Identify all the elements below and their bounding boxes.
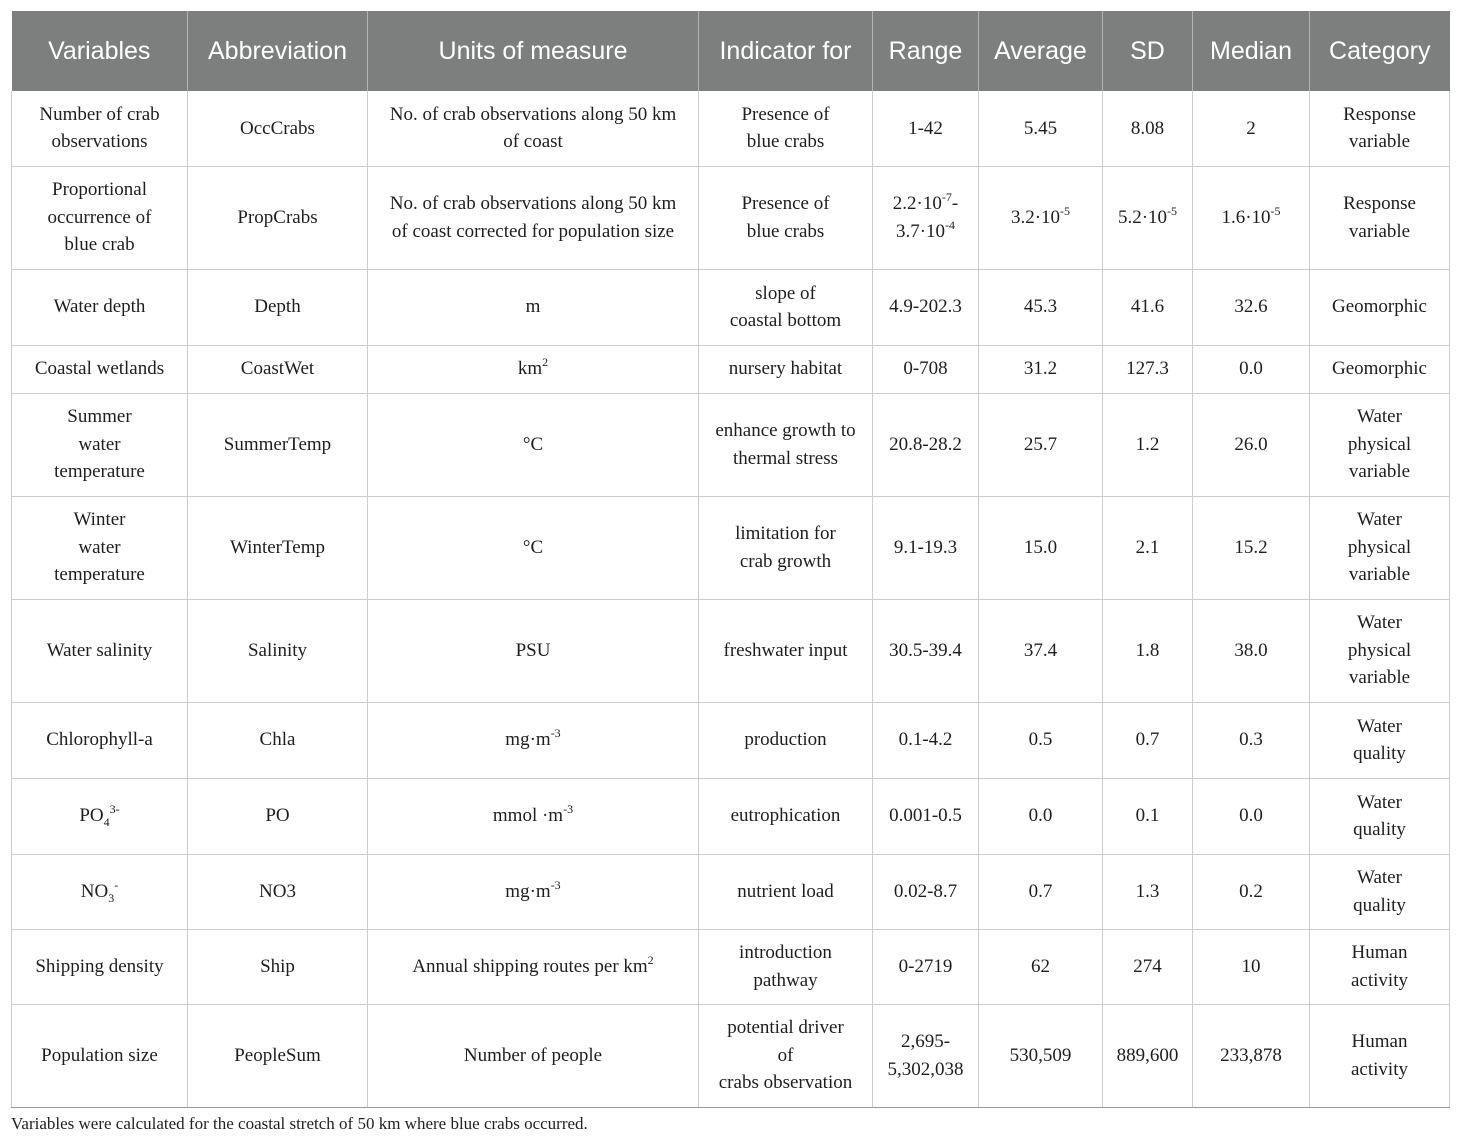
table-row	[12, 702, 1450, 778]
cell-units: No. of crab observations along 50 km of coast corrected for population size	[368, 166, 699, 269]
header-average: Average	[979, 11, 1103, 91]
cell-units: m	[368, 269, 699, 345]
cell-indicator: nursery habitat	[699, 345, 873, 393]
header-category: Category	[1310, 11, 1450, 91]
cell-average: 0.7	[979, 854, 1103, 929]
cell-variable: Coastal wetlands	[12, 345, 188, 393]
cell-range: 0.001-0.5	[873, 778, 979, 854]
cell-median: 38.0	[1193, 599, 1310, 702]
cell-median: 15.2	[1193, 496, 1310, 599]
cell-range: $2.2\cdot 10^{-7}-$ $3.7\cdot 10^{-4}$	[873, 166, 979, 269]
cell-units: $km^2$	[368, 345, 699, 393]
cell-category: Water physical variable	[1310, 496, 1450, 599]
cell-category: Water physical variable	[1310, 599, 1450, 702]
cell-abbreviation: WinterTemp	[188, 496, 368, 599]
cell-median: 0.2	[1193, 854, 1310, 929]
document	[11, 11, 1449, 1133]
table-row	[12, 91, 1450, 166]
cell-range: 2,695- 5,302,038	[873, 1004, 979, 1107]
cell-indicator: introduction pathway	[699, 929, 873, 1004]
cell-abbreviation: PropCrabs	[188, 166, 368, 269]
cell-category: Human activity	[1310, 1004, 1450, 1107]
cell-indicator: potential driver of crabs observation	[699, 1004, 873, 1107]
table-row	[12, 269, 1450, 345]
cell-category: Human activity	[1310, 929, 1450, 1004]
cell-variable: Proportional occurrence of blue crab	[12, 166, 188, 269]
cell-variable: Water depth	[12, 269, 188, 345]
cell-abbreviation: Chla	[188, 702, 368, 778]
cell-units: mmol $\cdot m^{-3}$	[368, 778, 699, 854]
table-row	[12, 599, 1450, 702]
cell-sd: 41.6	[1103, 269, 1193, 345]
cell-category: Geomorphic	[1310, 345, 1450, 393]
cell-range: 9.1-19.3	[873, 496, 979, 599]
cell-units: $mg\cdot m^{-3}$	[368, 702, 699, 778]
cell-range: 0.02-8.7	[873, 854, 979, 929]
cell-average: $3.2\cdot 10^{-5}$	[979, 166, 1103, 269]
cell-category: Geomorphic	[1310, 269, 1450, 345]
cell-variable: Summer water temperature	[12, 393, 188, 496]
cell-average: 31.2	[979, 345, 1103, 393]
header-abbreviation: Abbreviation	[188, 11, 368, 91]
cell-units: Number of people	[368, 1004, 699, 1107]
cell-average: 0.0	[979, 778, 1103, 854]
cell-average: 0.5	[979, 702, 1103, 778]
cell-units: Annual shipping routes per $km^2$	[368, 929, 699, 1004]
cell-category: Water quality	[1310, 854, 1450, 929]
cell-category: Response variable	[1310, 91, 1450, 166]
cell-abbreviation: Ship	[188, 929, 368, 1004]
cell-units: °C	[368, 496, 699, 599]
table-row	[12, 778, 1450, 854]
cell-indicator: limitation for crab growth	[699, 496, 873, 599]
header-sd: SD	[1103, 11, 1193, 91]
cell-abbreviation: OccCrabs	[188, 91, 368, 166]
cell-range: 20.8-28.2	[873, 393, 979, 496]
cell-sd: 1.2	[1103, 393, 1193, 496]
cell-variable: Population size	[12, 1004, 188, 1107]
cell-category: Water physical variable	[1310, 393, 1450, 496]
cell-median: 0.3	[1193, 702, 1310, 778]
cell-range: 4.9-202.3	[873, 269, 979, 345]
cell-indicator: production	[699, 702, 873, 778]
table-row	[12, 496, 1450, 599]
cell-average: 45.3	[979, 269, 1103, 345]
cell-variable: $PO_4^{3-}$	[12, 778, 188, 854]
cell-median: 0.0	[1193, 345, 1310, 393]
cell-variable: Shipping density	[12, 929, 188, 1004]
cell-sd: 1.3	[1103, 854, 1193, 929]
cell-average: 25.7	[979, 393, 1103, 496]
cell-indicator: slope of coastal bottom	[699, 269, 873, 345]
table-row	[12, 854, 1450, 929]
cell-average: 62	[979, 929, 1103, 1004]
cell-category: Response variable	[1310, 166, 1450, 269]
cell-category: Water quality	[1310, 778, 1450, 854]
cell-abbreviation: PeopleSum	[188, 1004, 368, 1107]
table-row	[12, 345, 1450, 393]
table-header-row	[12, 11, 1450, 91]
cell-median: 233,878	[1193, 1004, 1310, 1107]
header-variables: Variables	[12, 11, 188, 91]
cell-category: Water quality	[1310, 702, 1450, 778]
cell-abbreviation: NO3	[188, 854, 368, 929]
cell-sd: 0.7	[1103, 702, 1193, 778]
cell-median: 0.0	[1193, 778, 1310, 854]
cell-average: 37.4	[979, 599, 1103, 702]
cell-range: 0.1-4.2	[873, 702, 979, 778]
header-range: Range	[873, 11, 979, 91]
cell-range: 1-42	[873, 91, 979, 166]
cell-range: 0-708	[873, 345, 979, 393]
cell-abbreviation: Depth	[188, 269, 368, 345]
cell-sd: 0.1	[1103, 778, 1193, 854]
cell-average: 15.0	[979, 496, 1103, 599]
cell-indicator: enhance growth to thermal stress	[699, 393, 873, 496]
table-row	[12, 393, 1450, 496]
cell-indicator: nutrient load	[699, 854, 873, 929]
cell-average: 5.45	[979, 91, 1103, 166]
cell-sd: 8.08	[1103, 91, 1193, 166]
cell-sd: $5.2\cdot 10^{-5}$	[1103, 166, 1193, 269]
cell-variable: Chlorophyll-a	[12, 702, 188, 778]
cell-sd: 1.8	[1103, 599, 1193, 702]
cell-abbreviation: CoastWet	[188, 345, 368, 393]
header-median: Median	[1193, 11, 1310, 91]
cell-median: $1.6\cdot 10^{-5}$	[1193, 166, 1310, 269]
cell-median: 2	[1193, 91, 1310, 166]
cell-variable: Number of crab observations	[12, 91, 188, 166]
cell-median: 32.6	[1193, 269, 1310, 345]
table-footnote: Variables were calculated for the coastal stretch of 50 km where blue crabs occurred.	[11, 1114, 588, 1133]
cell-variable: Water salinity	[12, 599, 188, 702]
cell-median: 26.0	[1193, 393, 1310, 496]
variables-table	[11, 11, 1450, 1108]
cell-sd: 274	[1103, 929, 1193, 1004]
table-row	[12, 1004, 1450, 1107]
cell-indicator: eutrophication	[699, 778, 873, 854]
cell-units: °C	[368, 393, 699, 496]
cell-indicator: Presence of blue crabs	[699, 91, 873, 166]
header-units: Units of measure	[368, 11, 699, 91]
cell-median: 10	[1193, 929, 1310, 1004]
cell-variable: Winter water temperature	[12, 496, 188, 599]
cell-range: 0-2719	[873, 929, 979, 1004]
cell-units: No. of crab observations along 50 km of coast	[368, 91, 699, 166]
cell-abbreviation: SummerTemp	[188, 393, 368, 496]
cell-indicator: freshwater input	[699, 599, 873, 702]
cell-abbreviation: Salinity	[188, 599, 368, 702]
cell-variable: $NO_3^-$	[12, 854, 188, 929]
cell-units: $mg\cdot m^{-3}$	[368, 854, 699, 929]
table-row	[12, 166, 1450, 269]
cell-average: 530,509	[979, 1004, 1103, 1107]
header-indicator: Indicator for	[699, 11, 873, 91]
cell-indicator: Presence of blue crabs	[699, 166, 873, 269]
cell-sd: 2.1	[1103, 496, 1193, 599]
table-row	[12, 929, 1450, 1004]
cell-range: 30.5-39.4	[873, 599, 979, 702]
cell-sd: 127.3	[1103, 345, 1193, 393]
cell-units: PSU	[368, 599, 699, 702]
cell-sd: 889,600	[1103, 1004, 1193, 1107]
cell-abbreviation: PO	[188, 778, 368, 854]
